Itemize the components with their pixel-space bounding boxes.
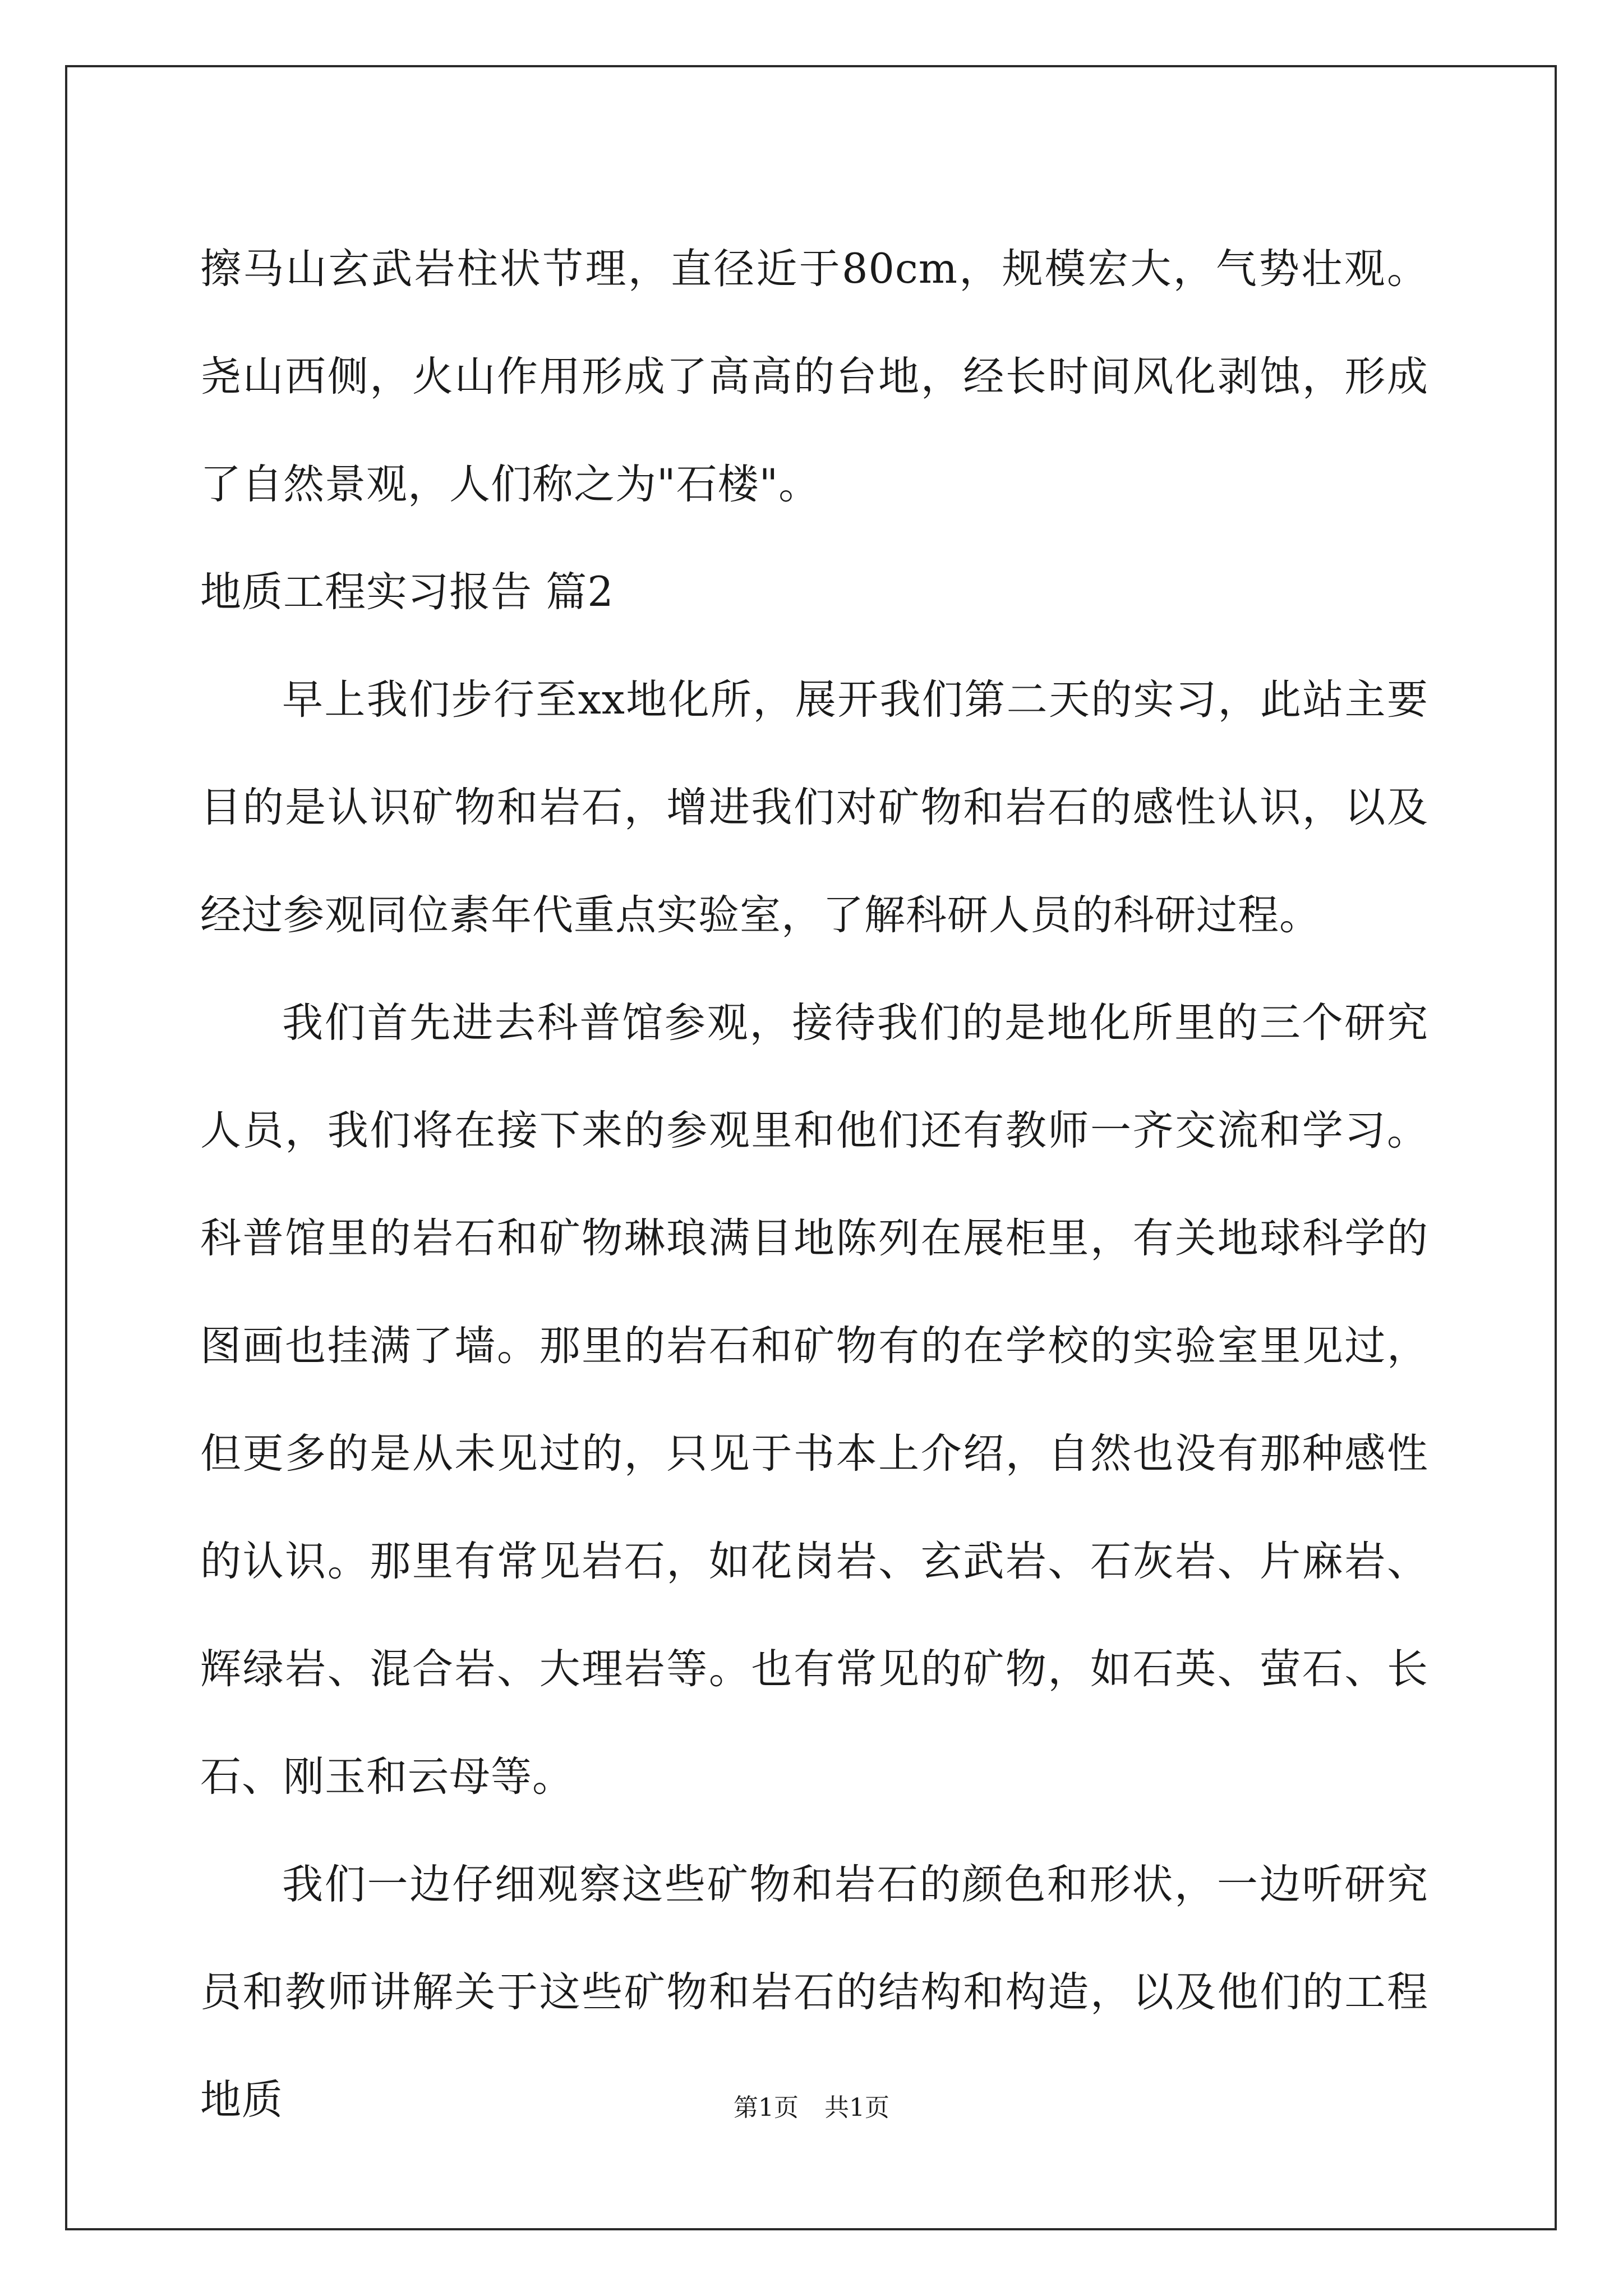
page-number: 第1页 — [734, 2093, 799, 2122]
paragraph-museum: 我们首先进去科普馆参观，接待我们的是地化所里的三个研究人员，我们将在接下来的参观里和他们还有教师一齐交流和学习。科普馆里的岩石和矿物琳琅满目地陈列在展柜里，有关地球科学的图画也挂满了墙。那里的岩石和矿物有的在学校的实验室里见过，但更多的是从未见过的，只见于书本上介绍，自然也没有那种感性的认识。那里有常见岩石，如花岗岩、玄武岩、石灰岩、片麻岩、辉绿岩、混合岩、大理岩等。也有常见的矿物，如石英、萤石、长石、刚玉和云母等。 — [200, 999, 1428, 1801]
page-footer — [0, 2091, 1623, 2125]
paragraph-intro: 早上我们步行至xx地化所，展开我们第二天的实习，此站主要目的是认识矿物和岩石，增进我们对矿物和岩石的感性认识，以及经过参观同位素年代重点实验室，了解科研人员的科研过程。 — [200, 676, 1428, 939]
paragraph-continuation: 擦马山玄武岩柱状节理，直径近于80cm，规模宏大，气势壮观。尧山西侧，火山作用形成了高高的台地，经长时间风化剥蚀，形成了自然景观，人们称之为"石楼"。 — [200, 245, 1428, 508]
section-heading: 地质工程实习报告 篇2 — [200, 568, 614, 616]
paragraph-observation: 我们一边仔细观察这些矿物和岩石的颜色和形状，一边听研究员和教师讲解关于这些矿物和岩石的结构和构造，以及他们的工程地质 — [200, 1861, 1428, 2124]
page-total: 共1页 — [824, 2093, 889, 2122]
document-body — [200, 215, 1428, 2154]
